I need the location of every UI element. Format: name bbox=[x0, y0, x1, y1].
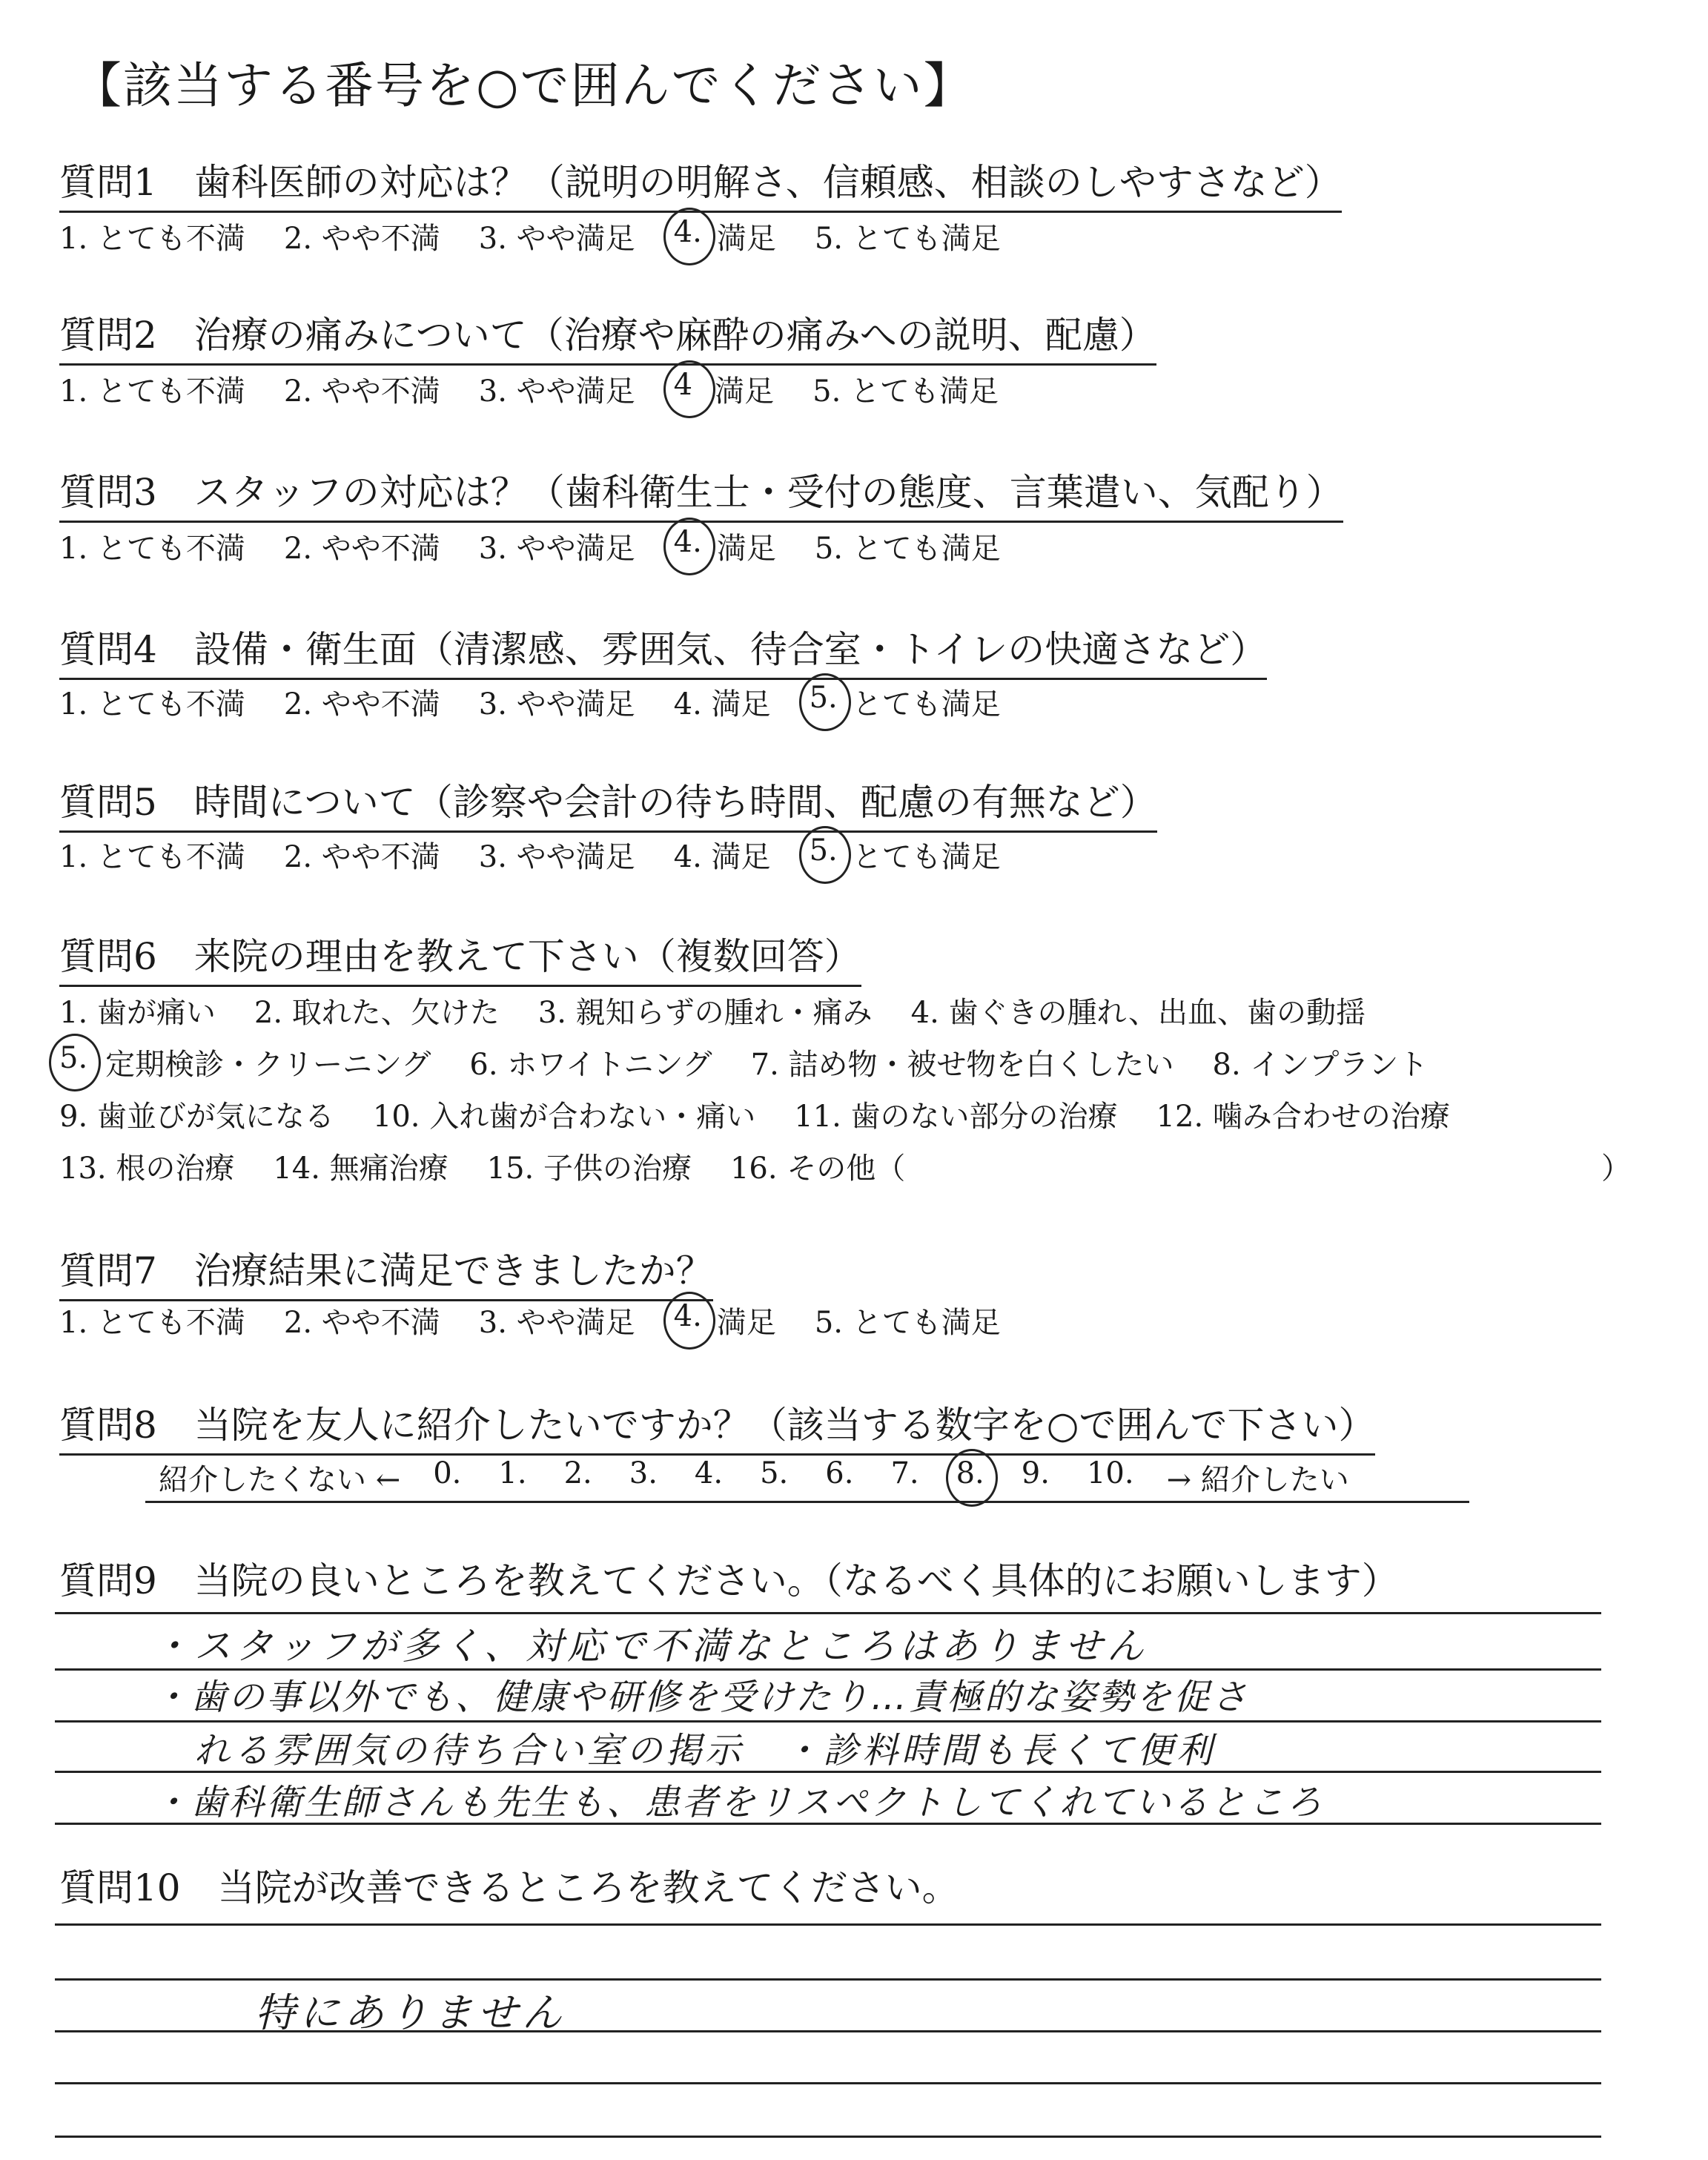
q4-option-3[interactable]: 3. やや満足 bbox=[478, 687, 635, 721]
q6-option-3[interactable]: 3. 親知らずの腫れ・痛み bbox=[537, 996, 873, 1030]
q5-option-2[interactable]: 2. やや不満 bbox=[283, 840, 440, 874]
q2-option-1[interactable]: 1. とても不満 bbox=[59, 374, 245, 409]
q7-option-1[interactable]: 1. とても不満 bbox=[59, 1306, 245, 1340]
question-8-scale bbox=[159, 1456, 1349, 1499]
q5-option-1[interactable]: 1. とても不満 bbox=[59, 840, 245, 874]
q7-option-3[interactable]: 3. やや満足 bbox=[478, 1306, 635, 1340]
question-7-title: 質問7 治療結果に満足できましたか？ bbox=[59, 1241, 713, 1301]
question-3-title: 質問3 スタッフの対応は？（歯科衛生士・受付の態度、言葉遣い、気配り） bbox=[59, 463, 1343, 523]
q1-option-4-label: 満足 bbox=[716, 222, 776, 256]
q6-option-5-circled[interactable]: 5. bbox=[59, 1041, 87, 1083]
question-4-title: 質問4 設備・衛生面（清潔感、雰囲気、待合室・トイレの快適さなど） bbox=[59, 620, 1267, 680]
q5-option-5-label: とても満足 bbox=[852, 840, 1001, 874]
q5-option-4[interactable]: 4. 満足 bbox=[673, 840, 771, 874]
q5-option-3[interactable]: 3. やや満足 bbox=[478, 840, 635, 874]
q3-option-3[interactable]: 3. やや満足 bbox=[478, 532, 635, 566]
q6-option-6[interactable]: 6. ホワイトニング bbox=[469, 1048, 712, 1082]
q10-answer-line bbox=[55, 1978, 1601, 1981]
question-3-options bbox=[59, 525, 1039, 567]
question-4-options bbox=[59, 681, 1039, 723]
question-2-options bbox=[59, 368, 1037, 410]
q6-option-1[interactable]: 1. 歯が痛い bbox=[59, 996, 216, 1030]
question-6-row-1 bbox=[59, 989, 1404, 1031]
q2-option-5[interactable]: 5. とても満足 bbox=[812, 374, 999, 409]
question-7-options bbox=[59, 1299, 1039, 1341]
q10-answer-line bbox=[55, 1923, 1601, 1926]
q3-option-5[interactable]: 5. とても満足 bbox=[814, 532, 1001, 566]
q7-option-4-label: 満足 bbox=[716, 1306, 776, 1340]
q3-option-4-label: 満足 bbox=[716, 532, 776, 566]
q10-answer: 特にありません bbox=[255, 1989, 566, 2036]
q8-option-9[interactable]: 9. bbox=[1021, 1456, 1050, 1490]
q8-option-6[interactable]: 6. bbox=[825, 1456, 854, 1490]
q6-option-15[interactable]: 15. 子供の治療 bbox=[486, 1152, 692, 1186]
q6-option-7[interactable]: 7. 詰め物・被せ物を白くしたい bbox=[750, 1048, 1174, 1082]
q2-option-2[interactable]: 2. やや不満 bbox=[283, 374, 440, 409]
q1-option-3[interactable]: 3. やや満足 bbox=[478, 222, 635, 256]
question-6-row-3 bbox=[59, 1093, 1489, 1135]
q3-option-4-circled[interactable]: 4. bbox=[674, 525, 702, 567]
q1-option-4-circled[interactable]: 4. bbox=[674, 215, 702, 257]
q2-option-4-circled[interactable]: 4 bbox=[674, 368, 692, 410]
q8-option-1[interactable]: 1. bbox=[498, 1456, 527, 1490]
q8-option-10[interactable]: 10. bbox=[1086, 1456, 1134, 1490]
form-instruction-heading: 【該当する番号を○で囲んでください】 bbox=[73, 57, 974, 114]
q8-option-3[interactable]: 3. bbox=[629, 1456, 658, 1490]
q8-option-8-circled[interactable]: 8. bbox=[956, 1456, 984, 1499]
q9-answer-line bbox=[55, 1823, 1601, 1825]
question-5-options bbox=[59, 833, 1039, 876]
question-9-title: 質問9 当院の良いところを教えてください。（なるべく具体的にお願いします） bbox=[59, 1559, 1399, 1602]
q8-option-7[interactable]: 7. bbox=[890, 1456, 919, 1490]
q8-scale-underline bbox=[145, 1501, 1469, 1503]
q1-option-5[interactable]: 5. とても満足 bbox=[814, 222, 1001, 256]
q4-option-5-circled[interactable]: 5. bbox=[810, 681, 838, 723]
q6-option-9[interactable]: 9. 歯並びが気になる bbox=[59, 1100, 334, 1134]
q6-option-2[interactable]: 2. 取れた、欠けた bbox=[254, 996, 500, 1030]
q9-answer-2: ・歯の事以外でも、健康や研修を受けたり…責極的な姿勢を促さ bbox=[153, 1677, 1250, 1718]
q8-left-label: 紹介したくない ← bbox=[159, 1463, 401, 1497]
q6-option-10[interactable]: 10. 入れ歯が合わない・痛い bbox=[372, 1100, 756, 1134]
q6-option-11[interactable]: 11. 歯のない部分の治療 bbox=[794, 1100, 1118, 1134]
question-6-row-4 bbox=[59, 1145, 944, 1187]
q2-option-3[interactable]: 3. やや満足 bbox=[478, 374, 635, 409]
question-2-title: 質問2 治療の痛みについて（治療や麻酔の痛みへの説明、配慮） bbox=[59, 305, 1156, 366]
q6-option-12[interactable]: 12. 噛み合わせの治療 bbox=[1156, 1100, 1450, 1134]
question-1-title: 質問1 歯科医師の対応は？（説明の明解さ、信頼感、相談のしやすさなど） bbox=[59, 153, 1342, 213]
q8-option-2[interactable]: 2. bbox=[563, 1456, 592, 1490]
q6-option-4[interactable]: 4. 歯ぐきの腫れ、出血、歯の動揺 bbox=[910, 996, 1366, 1030]
q10-answer-line bbox=[55, 2136, 1601, 2138]
q6-option-8[interactable]: 8. インプラント bbox=[1212, 1048, 1429, 1082]
q1-option-1[interactable]: 1. とても不満 bbox=[59, 222, 245, 256]
q6-other-close-paren: ） bbox=[1601, 1152, 1631, 1186]
q6-option-14[interactable]: 14. 無痛治療 bbox=[273, 1152, 448, 1186]
q8-option-5[interactable]: 5. bbox=[760, 1456, 789, 1490]
q9-answer-4: ・歯科衛生師さんも先生も、患者をリスペクトしてくれているところ bbox=[153, 1782, 1325, 1823]
question-6-title: 質問6 来院の理由を教えて下さい（複数回答） bbox=[59, 927, 861, 987]
question-5-title: 質問5 時間について（診察や会計の待ち時間、配慮の有無など） bbox=[59, 773, 1157, 833]
q4-option-1[interactable]: 1. とても不満 bbox=[59, 687, 245, 721]
q7-option-5[interactable]: 5. とても満足 bbox=[814, 1306, 1001, 1340]
q7-option-2[interactable]: 2. やや不満 bbox=[283, 1306, 440, 1340]
q10-answer-line bbox=[55, 2030, 1601, 2032]
q5-option-5-circled[interactable]: 5. bbox=[810, 833, 838, 876]
q9-answer-1: ・スタッフが多く、対応で不満なところはありません bbox=[153, 1625, 1148, 1668]
q6-option-16[interactable]: 16. その他（ bbox=[729, 1152, 906, 1186]
q7-option-4-circled[interactable]: 4. bbox=[674, 1299, 702, 1341]
q9-answer-3: れる雰囲気の待ち合い室の掲示 ・診料時間も長くて便利 bbox=[194, 1730, 1217, 1771]
question-8-title: 質問8 当院を友人に紹介したいですか？（該当する数字を○で囲んで下さい） bbox=[59, 1396, 1375, 1456]
q8-option-0[interactable]: 0. bbox=[433, 1456, 462, 1490]
question-6-row-2 bbox=[59, 1041, 1466, 1083]
q6-option-13[interactable]: 13. 根の治療 bbox=[59, 1152, 235, 1186]
q8-option-4[interactable]: 4. bbox=[694, 1456, 724, 1490]
question-1-options bbox=[59, 215, 1039, 257]
q4-option-4[interactable]: 4. 満足 bbox=[673, 687, 771, 721]
q3-option-1[interactable]: 1. とても不満 bbox=[59, 532, 245, 566]
q4-option-5-label: とても満足 bbox=[852, 687, 1001, 721]
question-10-title: 質問10 当院が改善できるところを教えてください。 bbox=[59, 1866, 959, 1909]
q6-option-5-label: 定期検診・クリーニング bbox=[105, 1048, 431, 1082]
q9-answer-line bbox=[55, 1612, 1601, 1614]
q4-option-2[interactable]: 2. やや不満 bbox=[283, 687, 440, 721]
q1-option-2[interactable]: 2. やや不満 bbox=[283, 222, 440, 256]
q2-option-4-label: 満足 bbox=[715, 374, 775, 409]
q8-right-label: → 紹介したい bbox=[1166, 1463, 1349, 1497]
q3-option-2[interactable]: 2. やや不満 bbox=[283, 532, 440, 566]
q9-answer-line bbox=[55, 1771, 1601, 1773]
q10-answer-line bbox=[55, 2082, 1601, 2084]
